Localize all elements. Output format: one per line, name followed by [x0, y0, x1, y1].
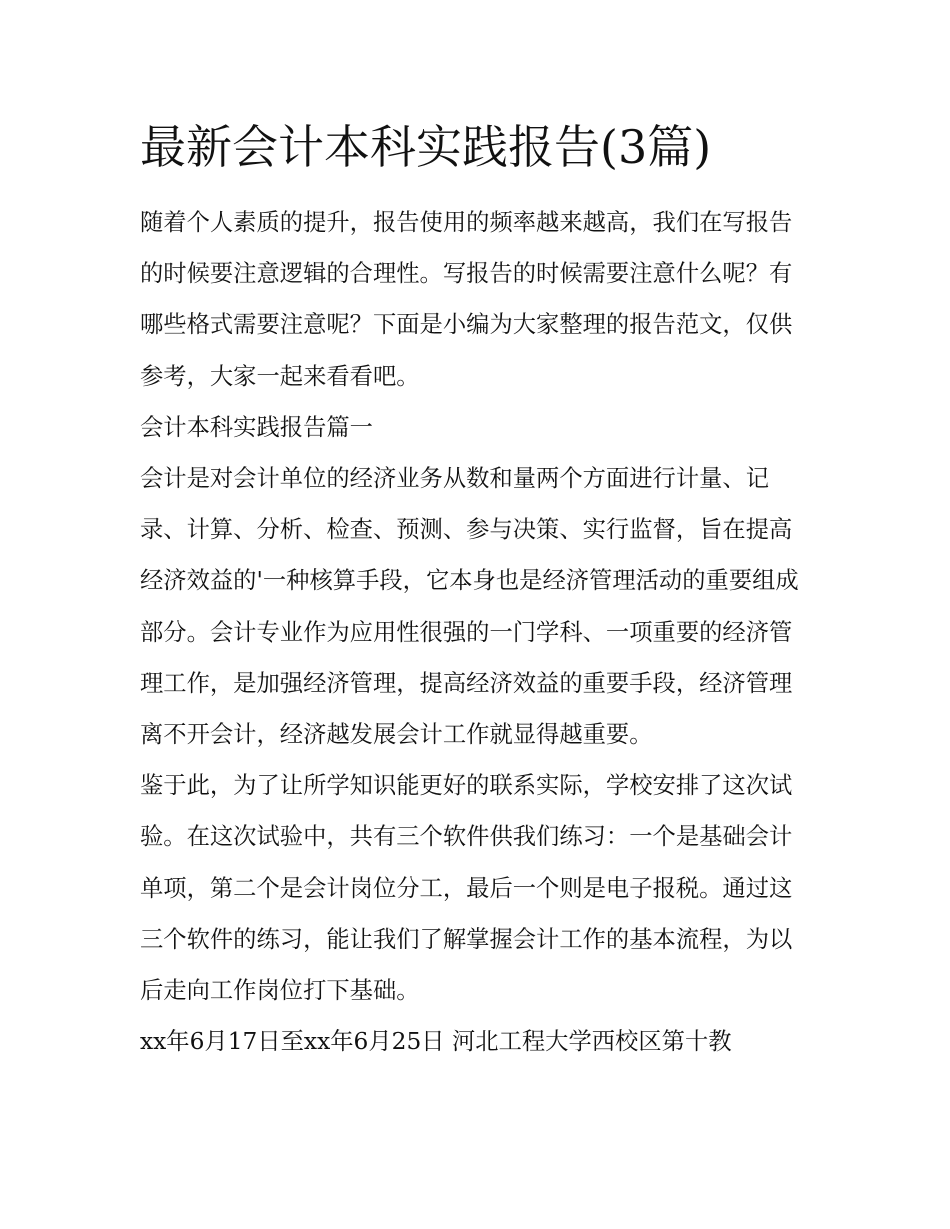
intro-paragraph: 随着个人素质的提升，报告使用的频率越来越高，我们在写报告的时候要注意逻辑的合理性。写报告的时候需要注意什么呢？有哪些格式需要注意呢？下面是小编为大家整理的报告范文，仅供参考，大家一起来看看吧。: [140, 209, 793, 390]
date-location-paragraph: xx年6月17日至xx年6月25日 河北工程大学西校区第十教: [140, 1028, 732, 1056]
experiment-paragraph: 鉴于此，为了让所学知识能更好的联系实际，学校安排了这次试验。在这次试验中，共有三个软件供我们练习：一个是基础会计单项，第二个是会计岗位分工，最后一个则是电子报税。通过这三个软件的练习，能让我们了解掌握会计工作的基本流程，为以后走向工作岗位打下基础。: [140, 772, 793, 1005]
accounting-definition-paragraph: 会计是对会计单位的经济业务从数和量两个方面进行计量、记录、计算、分析、检查、预测、参与决策、实行监督，旨在提高经济效益的'一种核算手段，它本身也是经济管理活动的重要组成部分。会计专业作为应用性很强的一门学科、一项重要的经济管理工作，是加强经济管理，提高经济效益的重要手段，经济管理离不开会计，经济越发展会计工作就显得越重要。: [140, 465, 799, 749]
section-heading: 会计本科实践报告篇一: [140, 413, 373, 441]
document-title: 最新会计本科实践报告(3篇): [140, 120, 712, 174]
document-body: [140, 197, 812, 1067]
